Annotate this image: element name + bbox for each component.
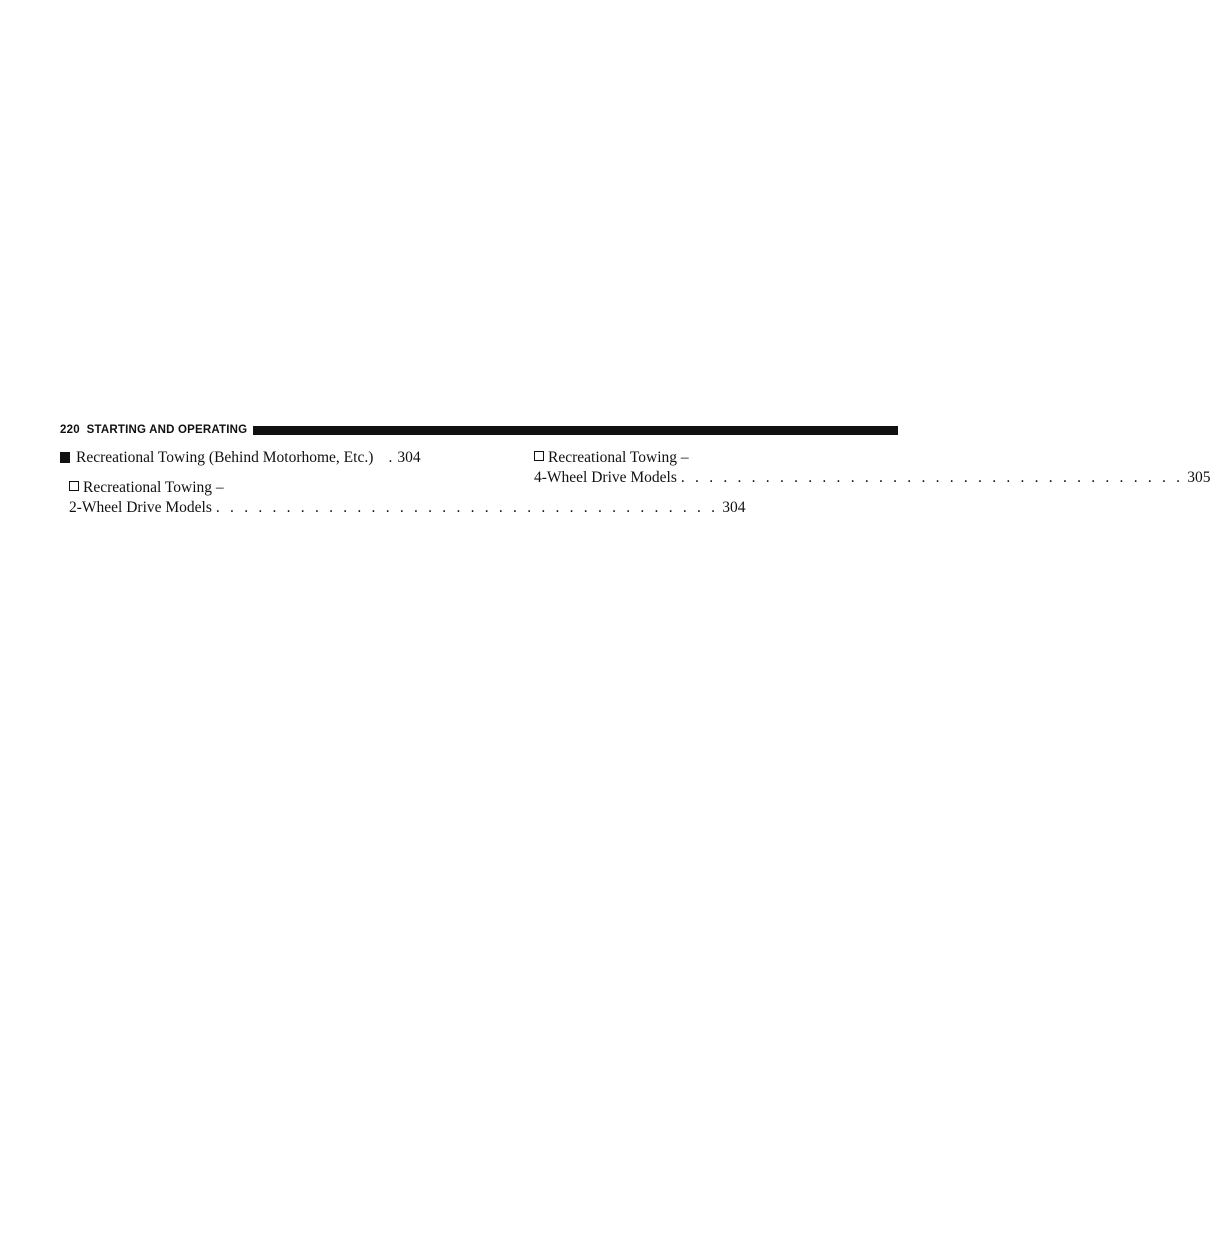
toc-page-number: 304 [397, 449, 421, 466]
toc-entry-title: Recreational Towing – [548, 449, 689, 466]
hollow-square-bullet-icon [69, 481, 79, 491]
toc-line [69, 478, 495, 498]
page-number: 220 [60, 424, 80, 436]
filled-square-bullet-icon [60, 452, 70, 463]
toc-entry-title: Recreational Towing (Behind Motorhome, Etc.) [76, 449, 374, 466]
toc-line [69, 498, 746, 518]
toc-page-number: 304 [722, 499, 746, 516]
toc-page-number: 305 [1187, 469, 1210, 486]
toc-right-column [534, 448, 1210, 488]
toc-entry-title: Recreational Towing – [83, 479, 224, 496]
toc-entry-title-continued: 2-Wheel Drive Models [69, 499, 212, 516]
toc-entry-title-continued: 4-Wheel Drive Models [534, 469, 677, 486]
section-title: STARTING AND OPERATING [86, 424, 248, 436]
toc-line [534, 448, 898, 468]
toc-entry[interactable] [60, 478, 746, 518]
toc-entry[interactable] [534, 448, 1210, 488]
toc-leader: . [388, 449, 393, 466]
toc-entry[interactable] [60, 448, 495, 468]
hollow-square-bullet-icon [534, 451, 544, 461]
toc-leader: . . . . . . . . . . . . . . . . . . . . . . . . . . . . . . . . . . . . [680, 469, 1184, 486]
toc-line [534, 468, 1210, 488]
toc-leader: . . . . . . . . . . . . . . . . . . . . . . . . . . . . . . . . . . . . [215, 499, 719, 516]
toc-line [60, 448, 495, 468]
header-rule [253, 426, 898, 435]
running-header [60, 422, 898, 438]
header-label [60, 424, 247, 436]
